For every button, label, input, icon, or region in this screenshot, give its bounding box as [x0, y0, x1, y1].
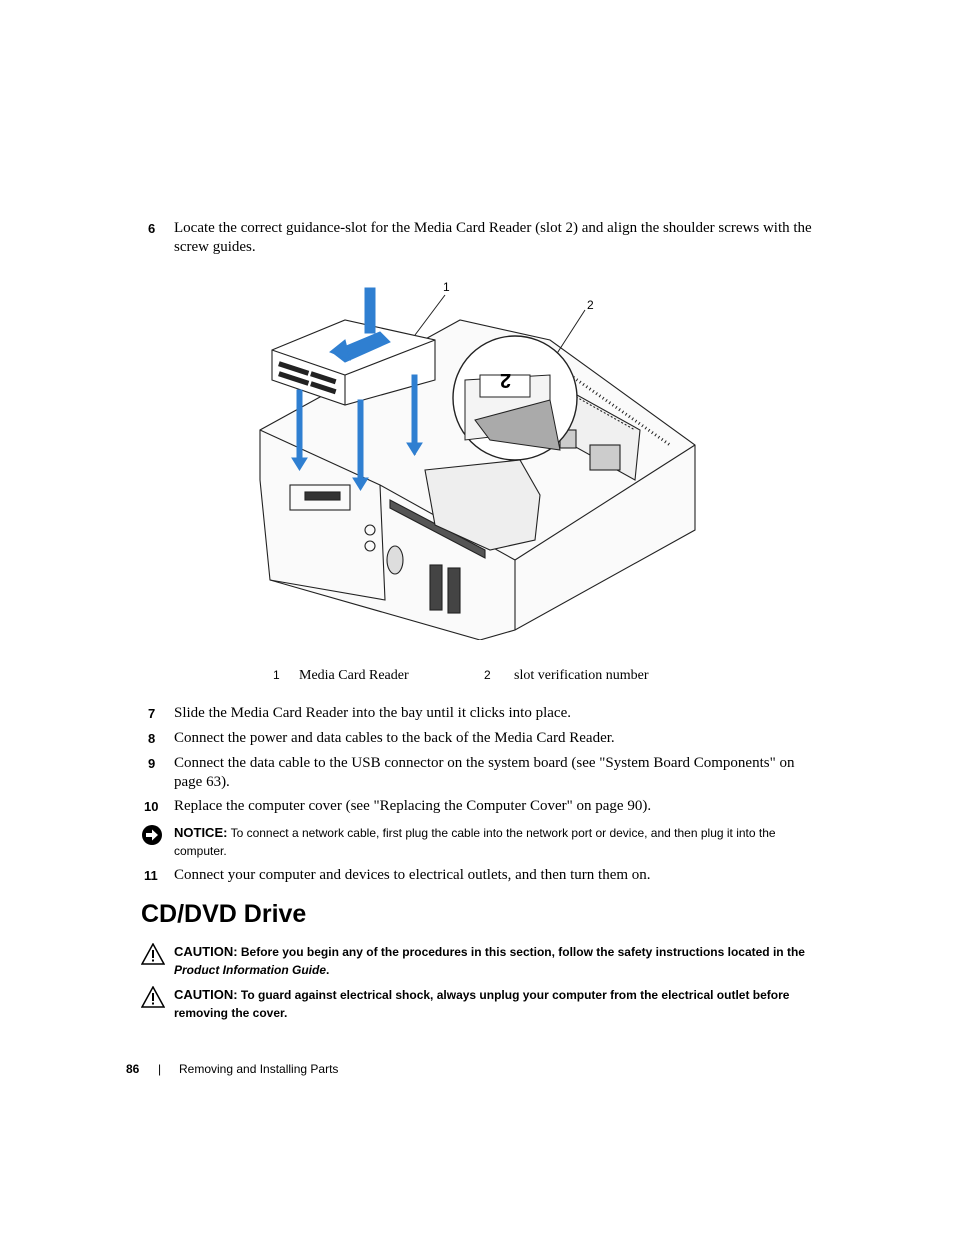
callout-2: 2 [587, 298, 594, 312]
slot-verification-digit: 2 [500, 369, 512, 391]
step-text: Connect the data cable to the USB connector on the system board (see "System Board Components" on page 63). [174, 755, 795, 790]
caution-label: CAUTION: [174, 987, 238, 1002]
callout-1: 1 [443, 280, 450, 294]
caution-guide-title: Product Information Guide [174, 963, 326, 977]
legend-num-2: 2 [484, 668, 491, 682]
step-text: Slide the Media Card Reader into the bay until it clicks into place. [174, 705, 571, 721]
section-title: CD/DVD Drive [141, 900, 307, 928]
caution-label: CAUTION: [174, 944, 238, 959]
step-text: Connect the power and data cables to the back of the Media Card Reader. [174, 730, 615, 746]
computer-chassis-drawing [250, 280, 700, 640]
step-number: 11 [144, 868, 158, 883]
warning-triangle-icon [141, 943, 163, 965]
legend-num-1: 1 [273, 668, 280, 682]
caution-text-end: . [326, 963, 330, 977]
warning-triangle-icon [141, 986, 163, 1008]
notice-arrow-icon [141, 824, 163, 846]
step-number: 10 [144, 799, 159, 814]
step-text: Replace the computer cover (see "Replacing the Computer Cover" on page 90). [174, 798, 652, 814]
footer-section-title: Removing and Installing Parts [179, 1062, 339, 1076]
step-number: 7 [148, 706, 156, 721]
notice-text: To connect a network cable, first plug the cable into the network port or device, and then plug it into the computer. [174, 826, 776, 858]
step-number: 9 [148, 756, 156, 771]
step-text: Connect your computer and devices to electrical outlets, and then turn them on. [174, 867, 651, 883]
step-text: Locate the correct guidance-slot for the Media Card Reader (slot 2) and align the shoulder screws with the screw guides. [174, 220, 812, 255]
caution-text: To guard against electrical shock, always unplug your computer from the electrical outlet before removing the cover. [174, 988, 790, 1020]
caution-text: Before you begin any of the procedures in this section, follow the safety instructions located in the [240, 945, 805, 959]
media-card-reader-illustration [250, 280, 700, 640]
legend-label-2: slot verification number [514, 668, 649, 683]
notice-label: NOTICE: [174, 825, 228, 840]
step-number: 6 [148, 221, 156, 236]
page-number: 86 [126, 1062, 140, 1076]
step-number: 8 [148, 731, 156, 746]
legend-label-1: Media Card Reader [299, 668, 409, 683]
footer-separator: | [158, 1062, 162, 1076]
